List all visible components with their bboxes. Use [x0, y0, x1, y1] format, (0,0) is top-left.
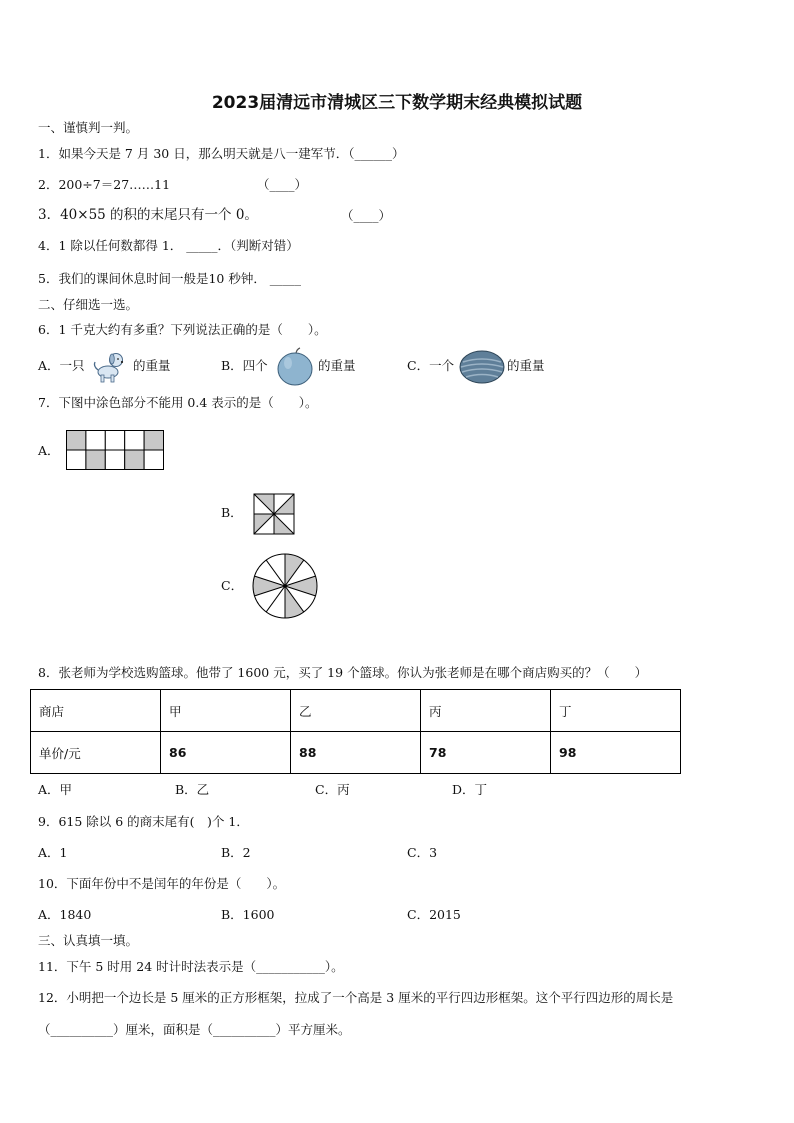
question-9: 9．615 除以 6 的商末尾有( )个 1．: [38, 814, 249, 829]
q9-option-c: C．3: [407, 845, 438, 860]
page-title: 2023届清远市清城区三下数学期末经典模拟试题: [211, 93, 583, 113]
q7-circle-figure: [252, 553, 318, 619]
q6-option-a-prefix: A．一只: [38, 358, 85, 373]
table-cell: 88: [291, 732, 421, 774]
price-table: [30, 689, 681, 774]
question-12-line-1: 12．小明把一个边长是 5 厘米的正方形框架，拉成了一个高是 3 厘米的平行四边形框架。这个平行四边形的周长是: [38, 990, 674, 1005]
question-4: 4．1 除以任何数都得 1． _____．（判断对错）: [38, 238, 299, 253]
table-cell: 乙: [291, 690, 421, 732]
question-6: 6．1 千克大约有多重？下列说法正确的是（ ）。: [38, 322, 327, 337]
table-cell: 商店: [31, 690, 161, 732]
q7-option-c-label: C．: [221, 578, 244, 593]
q10-option-b: B．1600: [221, 907, 275, 922]
q8-option-a: A．甲: [38, 782, 73, 797]
q8-option-c: C．丙: [315, 782, 350, 797]
q10-option-c: C．2015: [407, 907, 461, 922]
watermelon-icon: [459, 350, 505, 384]
table-cell: 78: [421, 732, 551, 774]
q6-option-c-suffix: 的重量: [507, 358, 545, 373]
table-cell: 甲: [161, 690, 291, 732]
section-heading-2: 二、仔细选一选。: [38, 297, 139, 312]
apple-icon: [275, 347, 315, 387]
section-heading-3: 三、认真填一填。: [38, 933, 139, 948]
question-2: 2．200÷7＝27……11: [38, 177, 171, 192]
q7-option-a-label: A．: [38, 443, 60, 458]
q6-option-a-suffix: 的重量: [133, 358, 171, 373]
question-1: 1．如果今天是 7 月 30 日，那么明天就是八一建军节．（______）: [38, 146, 405, 161]
question-3: 3．40×55 的积的末尾只有一个 0。: [38, 207, 258, 223]
question-2-blank: （____）: [257, 177, 308, 192]
q8-option-d: D．丁: [452, 782, 488, 797]
q9-option-b: B．2: [221, 845, 251, 860]
table-cell: 单价/元: [31, 732, 161, 774]
q7-option-b-label: B．: [221, 505, 243, 520]
table-cell: 丁: [551, 690, 681, 732]
table-cell: 98: [551, 732, 681, 774]
q9-option-a: A．1: [38, 845, 68, 860]
q8-option-b: B．乙: [175, 782, 210, 797]
question-7: 7．下图中涂色部分不能用 0.4 表示的是（ ）。: [38, 395, 318, 410]
question-5: 5．我们的课间休息时间一般是10 秒钟． _____: [38, 271, 302, 286]
question-10: 10．下面年份中不是闰年的年份是（ ）。: [38, 876, 286, 891]
question-8: 8．张老师为学校选购篮球。他带了 1600 元，买了 19 个篮球。你认为张老师是在哪个商店购买的？（ ）: [38, 665, 648, 680]
question-12-line-2: （__________）厘米，面积是（__________）平方厘米。: [38, 1022, 351, 1037]
table-cell: 丙: [421, 690, 551, 732]
table-header-row: [31, 690, 681, 732]
table-row: [31, 732, 681, 774]
question-11: 11．下午 5 时用 24 时计时法表示是（___________）。: [38, 959, 344, 974]
q6-option-b-prefix: B．四个: [221, 358, 268, 373]
q6-option-c-prefix: C．一个: [407, 358, 455, 373]
dog-icon: [91, 348, 127, 384]
q10-option-a: A．1840: [38, 907, 92, 922]
q7-square-figure: [253, 493, 295, 535]
section-heading-1: 一、谨慎判一判。: [38, 120, 139, 135]
table-cell: 86: [161, 732, 291, 774]
q6-option-b-suffix: 的重量: [318, 358, 356, 373]
q7-grid-figure: [66, 430, 164, 470]
question-3-blank: （____）: [341, 208, 392, 223]
